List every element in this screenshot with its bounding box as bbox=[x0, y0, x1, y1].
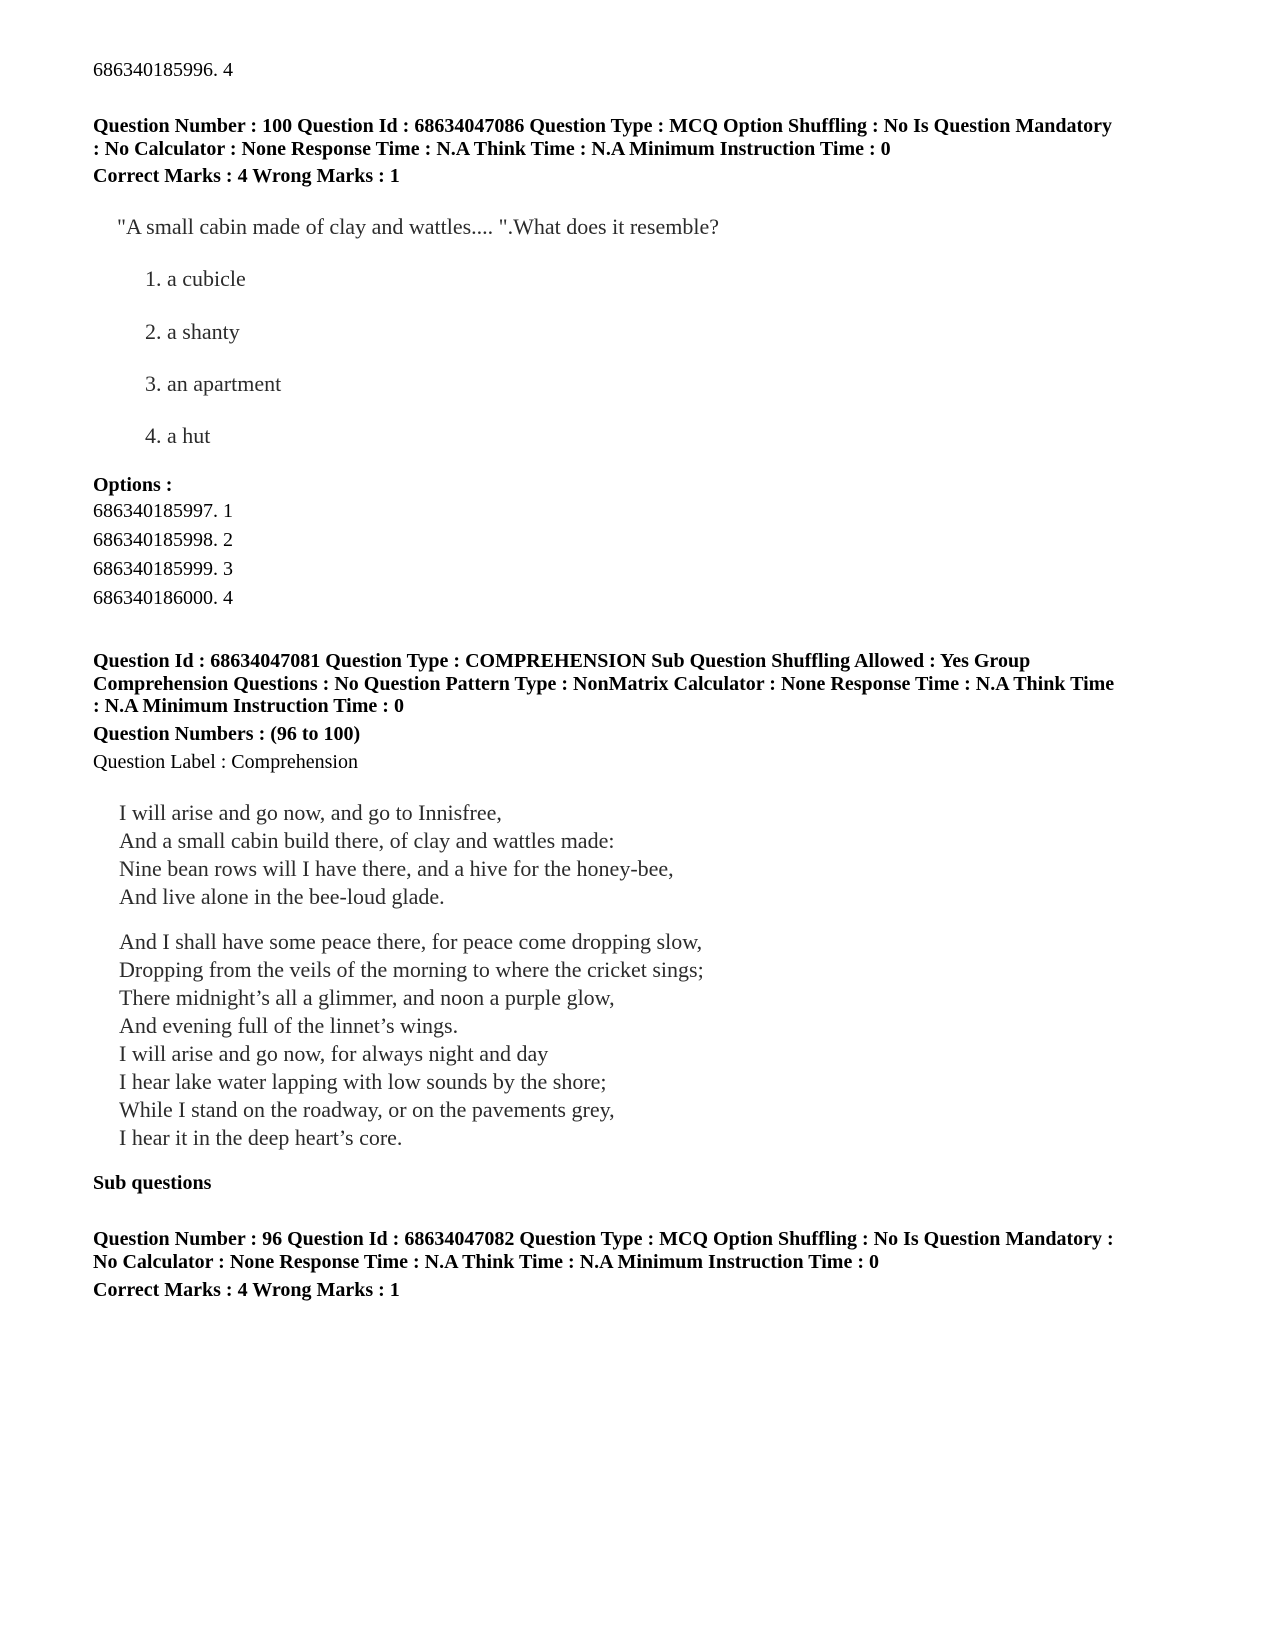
comprehension-question-label: Question Label : Comprehension bbox=[93, 751, 358, 773]
q100-question-text: "A small cabin made of clay and wattles.... ".What does it resemble? bbox=[117, 214, 719, 239]
option-id-line: 686340185996. 4 bbox=[93, 59, 233, 81]
poem-stanza-2 bbox=[119, 928, 704, 1152]
q96-marks: Correct Marks : 4 Wrong Marks : 1 bbox=[93, 1279, 400, 1301]
poem-line: And evening full of the linnet’s wings. bbox=[119, 1013, 459, 1038]
poem-line: I will arise and go now, for always night and day bbox=[119, 1041, 549, 1066]
poem-line: There midnight’s all a glimmer, and noon a purple glow, bbox=[119, 985, 615, 1010]
comprehension-meta-line-1: Question Id : 68634047081 Question Type : COMPREHENSION Sub Question Shuffling Allowed : Yes Group bbox=[93, 650, 1031, 672]
poem-line: Dropping from the veils of the morning to where the cricket sings; bbox=[119, 957, 704, 982]
poem-stanza-1 bbox=[119, 799, 674, 911]
poem-line: Nine bean rows will I have there, and a hive for the honey-bee, bbox=[119, 856, 674, 881]
q100-meta-line-2: : No Calculator : None Response Time : N.A Think Time : N.A Minimum Instruction Time : 0 bbox=[93, 138, 891, 160]
q100-choice-2: 2. a shanty bbox=[145, 319, 240, 344]
q100-choice-3: 3. an apartment bbox=[145, 371, 282, 396]
comprehension-meta-line-2: Comprehension Questions : No Question Pattern Type : NonMatrix Calculator : None Response Time : N.A Think Time bbox=[93, 673, 1115, 695]
q100-marks: Correct Marks : 4 Wrong Marks : 1 bbox=[93, 165, 400, 187]
q100-choice-1: 1. a cubicle bbox=[145, 266, 246, 291]
poem-line: I hear lake water lapping with low sounds by the shore; bbox=[119, 1069, 607, 1094]
poem-line: And live alone in the bee-loud glade. bbox=[119, 884, 445, 909]
poem-line: And a small cabin build there, of clay and wattles made: bbox=[119, 828, 615, 853]
poem-line: And I shall have some peace there, for peace come dropping slow, bbox=[119, 929, 703, 954]
poem-line: I hear it in the deep heart’s core. bbox=[119, 1125, 403, 1150]
poem-line: While I stand on the roadway, or on the pavements grey, bbox=[119, 1097, 615, 1122]
q96-meta-line-1: Question Number : 96 Question Id : 68634047082 Question Type : MCQ Option Shuffling : No Is Question Mandatory : bbox=[93, 1228, 1114, 1250]
comprehension-question-numbers: Question Numbers : (96 to 100) bbox=[93, 723, 361, 745]
q100-choice-4: 4. a hut bbox=[145, 423, 211, 448]
q100-options-list bbox=[93, 497, 233, 613]
option-id: 686340185997. 1 bbox=[93, 500, 233, 522]
option-id: 686340185999. 3 bbox=[93, 558, 233, 580]
q100-options-label: Options : bbox=[93, 474, 173, 496]
poem-line: I will arise and go now, and go to Innisfree, bbox=[119, 800, 502, 825]
sub-questions-heading: Sub questions bbox=[93, 1172, 212, 1194]
option-id: 686340185998. 2 bbox=[93, 529, 233, 551]
comprehension-meta-line-3: : N.A Minimum Instruction Time : 0 bbox=[93, 695, 404, 717]
option-id: 686340186000. 4 bbox=[93, 587, 233, 609]
q100-meta-line-1: Question Number : 100 Question Id : 68634047086 Question Type : MCQ Option Shuffling : No Is Question Mandatory bbox=[93, 115, 1112, 137]
q96-meta-line-2: No Calculator : None Response Time : N.A Think Time : N.A Minimum Instruction Time : 0 bbox=[93, 1251, 879, 1273]
